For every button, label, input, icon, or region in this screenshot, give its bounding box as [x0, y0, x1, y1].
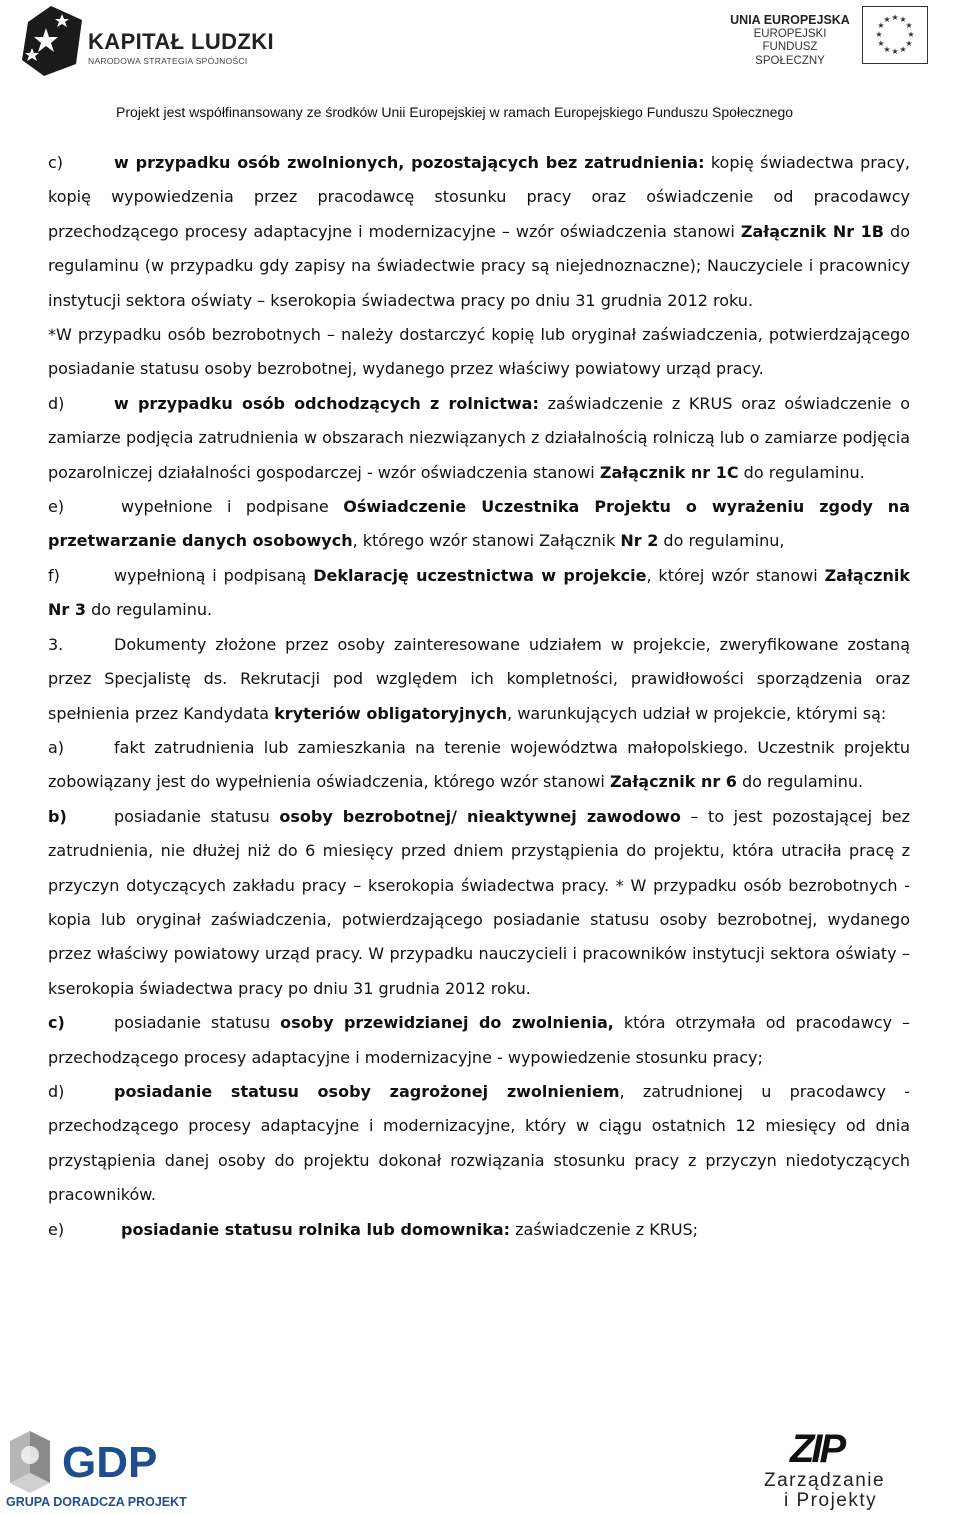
item-label: d) — [48, 1081, 65, 1101]
body-text: *W przypadku osób bezrobotnych – należy dostarczyć kopię lub oryginał zaświadczenia, potwierdzającego posiadanie statusu osoby bezrobotnej, wydanego przez właściwy powiatowy urząd pracy. — [48, 325, 910, 379]
body-text: , zatrudnionej u pracodawcy - przechodzącego procesy adaptacyjne i modernizacyjne, który w ciągu ostatnich 12 miesięcy od dnia przystąpienia danej osoby do projektu dokonał rozwiązania stosunku pracy z przyczyn niedotyczących pracowników. — [48, 1081, 910, 1205]
zip-mark: ZIP — [790, 1427, 844, 1471]
bold-text: Załącznik nr 1C — [599, 462, 739, 482]
kapital-ludzki-logo — [18, 4, 84, 78]
zip-line2: i Projekty — [784, 1490, 878, 1510]
kl-name: KAPITAŁ LUDZKI — [88, 29, 275, 54]
bold-text: Załącznik nr 6 — [609, 772, 737, 792]
svg-text:★: ★ — [875, 30, 883, 39]
page-header — [0, 0, 960, 120]
svg-text:★: ★ — [883, 45, 891, 54]
body-text: do regulaminu. — [736, 772, 864, 792]
bold-text: osoby bezrobotnej/ nieaktywnej zawodowo — [279, 806, 681, 826]
item-label: a) — [48, 737, 65, 757]
kl-subtitle: NARODOWA STRATEGIA SPÓJNOŚCI — [88, 56, 248, 66]
criterion-e — [48, 1213, 910, 1247]
bold-text: posiadanie statusu rolnika lub domownika: — [121, 1219, 511, 1239]
paragraph-e — [48, 490, 910, 559]
note-unemployed — [48, 318, 910, 387]
eu-line2: EUROPEJSKI — [753, 27, 827, 40]
zip-logo — [758, 1422, 908, 1510]
body-text: do regulaminu (w przypadku gdy zapisy na świadectwie pracy są niejednoznaczne); Nauczyciele i pracownicy instytucji sektora oświaty – kserokopia świadectwa pracy po dniu 31 grudnia 2012 roku. — [48, 221, 911, 310]
body-text: do regulaminu. — [738, 462, 865, 482]
paragraph-3 — [48, 628, 910, 731]
zip-line1: Zarządzanie — [764, 1470, 886, 1491]
bold-text: kryteriów obligatoryjnych — [274, 703, 508, 723]
paragraph-d — [48, 387, 910, 490]
gdp-emblem-icon — [10, 1431, 50, 1493]
body-text: która otrzymała od pracodawcy – przechodzącego procesy adaptacyjne i modernizacyjne - wypowiedzenie stosunku pracy; — [48, 1013, 910, 1067]
document-body — [48, 146, 910, 1247]
item-label: e) — [48, 1219, 65, 1239]
gdp-mark: GDP — [62, 1438, 158, 1487]
svg-text:★: ★ — [891, 47, 899, 56]
bold-text: posiadanie statusu osoby zagrożonej zwolnieniem — [114, 1081, 620, 1101]
eu-line1: UNIA EUROPEJSKA — [730, 13, 850, 27]
criterion-c — [48, 1006, 910, 1075]
kapital-ludzki-wordmark — [88, 30, 274, 66]
item-label: d) — [48, 393, 65, 413]
cofinancing-note: Projekt jest współfinansowany ze środków Unii Europejskiej w ramach Europejskiego Funduszu Społecznego — [116, 104, 794, 120]
body-text: , której wzór stanowi — [646, 565, 825, 585]
body-text: fakt zatrudnienia lub zamieszkania na terenie województwa małopolskiego. Uczestnik projektu zobowiązany jest do wypełnienia oświadczenia, którego wzór stanowi — [48, 737, 910, 792]
body-text: , warunkujących udział w projekcie, którymi są: — [507, 703, 887, 723]
eu-flag-icon — [862, 6, 928, 64]
svg-text:★: ★ — [899, 15, 907, 24]
criterion-b — [48, 800, 910, 1006]
paragraph-c — [48, 146, 910, 318]
svg-text:★: ★ — [883, 15, 891, 24]
bold-text: Deklarację uczestnictwa w projekcie — [313, 565, 647, 585]
criterion-a — [48, 731, 910, 800]
eu-line3: FUNDUSZ SPOŁECZNY — [755, 41, 825, 67]
body-text: posiadanie statusu — [114, 1013, 281, 1033]
bold-text: Nr 2 — [620, 531, 659, 551]
eu-wordmark — [728, 14, 852, 68]
item-label: e) — [48, 497, 65, 517]
bold-text: Załącznik Nr 3 — [48, 565, 911, 620]
bold-text: osoby przewidzianej do zwolnienia, — [280, 1013, 614, 1033]
svg-text:★: ★ — [891, 13, 899, 22]
body-text: wypełnioną i podpisaną — [114, 565, 314, 585]
item-label: b) — [48, 806, 67, 826]
body-text: posiadanie statusu — [114, 806, 280, 826]
svg-text:★: ★ — [899, 45, 907, 54]
bold-text: Załącznik Nr 1B — [740, 221, 884, 241]
svg-text:★: ★ — [907, 30, 915, 39]
item-label: f) — [48, 565, 60, 585]
bold-text: Oświadczenie Uczestnika Projektu o wyrażeniu zgody na przetwarzanie danych osobowych — [48, 497, 910, 551]
body-text: – to jest pozostającej bez zatrudnienia, nie dłużej niż do 6 miesięcy przed dniem przystąpienia do projektu, która utraciła pracę z przyczyn dotyczących zakładu pracy – kserokopia świadectwa pracy. * W przypadku osób bezrobotnych - kopia lub oryginał zaświadczenia, potwierdzającego posiadanie statusu osoby bezrobotnej, wydanego przez właściwy powiatowy urząd pracy. W przypadku nauczycieli i pracowników instytucji sektora oświaty – kserokopia świadectwa pracy po dniu 31 grudnia 2012 roku. — [48, 806, 910, 998]
body-text: do regulaminu. — [85, 600, 213, 620]
svg-text:★: ★ — [905, 21, 913, 30]
body-text: do regulaminu, — [658, 531, 785, 551]
svg-text:★: ★ — [877, 39, 885, 48]
bold-text: w przypadku osób odchodzących z rolnictwa: — [114, 393, 539, 413]
body-text: kopię świadectwa pracy, kopię wypowiedzenia przez pracodawcę stosunku pracy oraz oświadczenie od pracodawcy przechodzącego procesy adaptacyjne i modernizacyjne – wzór oświadczenia stanowi — [48, 153, 910, 241]
svg-text:★: ★ — [877, 21, 885, 30]
item-label: c) — [48, 1013, 65, 1033]
body-text: zaświadczenie z KRUS oraz oświadczenie o zamiarze podjęcia zatrudnienia w obszarach niezwiązanych z działalnością rolniczą lub o zamiarze podjęcia pozarolniczej działalności gospodarczej - wzór oświadczenia stanowi — [48, 393, 910, 482]
bold-text: w przypadku osób zwolnionych, pozostających bez zatrudnienia: — [114, 153, 705, 172]
item-label: c) — [48, 153, 64, 172]
paragraph-f — [48, 559, 910, 628]
svg-text:★: ★ — [905, 39, 913, 48]
gdp-logo — [4, 1425, 216, 1511]
body-text: , którego wzór stanowi Załącznik — [352, 531, 621, 551]
body-text: zaświadczenie z KRUS; — [510, 1219, 699, 1239]
body-text: wypełnione i podpisane — [121, 497, 344, 517]
body-text: Dokumenty złożone przez osoby zainteresowane udziałem w projekcie, zweryfikowane zostaną przez Specjalistę ds. Rekrutacji pod względem ich kompletności, prawidłowości sporządzenia oraz spełnienia przez Kandydata — [48, 634, 910, 723]
gdp-name: GRUPA DORADCZA PROJEKT — [6, 1495, 187, 1509]
criterion-d — [48, 1075, 910, 1213]
item-label: 3. — [48, 634, 64, 654]
